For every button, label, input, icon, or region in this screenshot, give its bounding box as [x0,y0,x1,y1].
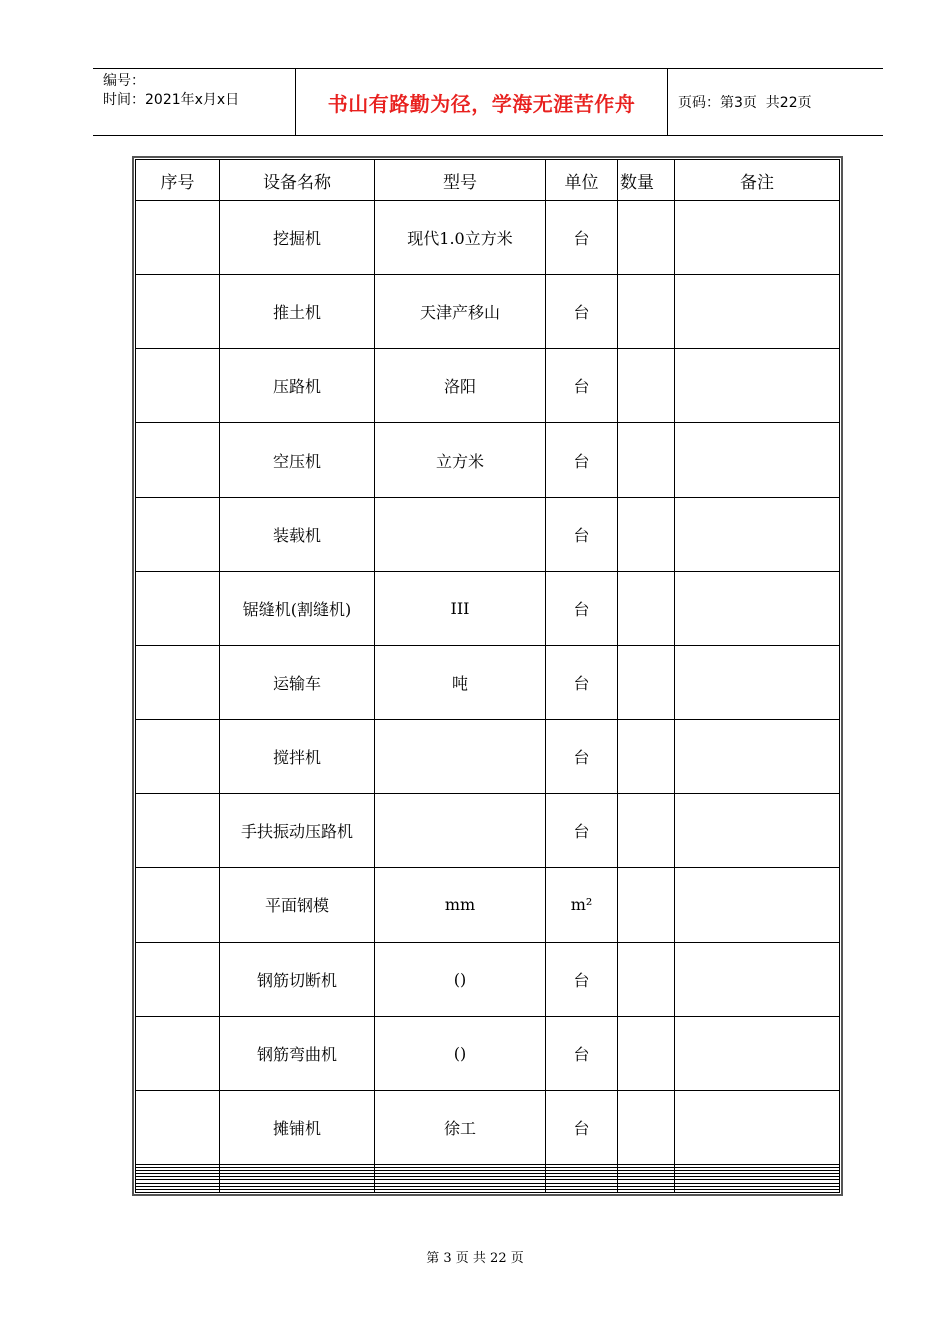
table-row [136,794,840,868]
time-label: 时间：2021年x月x日 [103,92,240,108]
cell-quantity [618,423,675,497]
cell-model: () [375,1016,546,1090]
cell-equipment-name [220,1189,375,1192]
header-meta [93,69,295,135]
header-motto: 书山有路勤为径，学海无涯苦作舟 [295,69,668,135]
table-row [136,201,840,275]
cell-index [136,275,220,349]
cell-equipment-name: 手扶振动压路机 [220,794,375,868]
cell-quantity [618,1189,675,1192]
cell-quantity [618,571,675,645]
cell-index [136,497,220,571]
cell-remarks [675,1189,840,1192]
cell-unit: 台 [546,497,618,571]
table-row [136,645,840,719]
cell-unit: 台 [546,645,618,719]
cell-remarks [675,794,840,868]
cell-index [136,794,220,868]
table-row [136,497,840,571]
cell-unit: 台 [546,423,618,497]
cell-unit: 台 [546,1090,618,1164]
cell-remarks [675,645,840,719]
table-row [136,423,840,497]
cell-index [136,868,220,942]
cell-equipment-name: 平面钢模 [220,868,375,942]
cell-model: 立方米 [375,423,546,497]
cell-quantity [618,497,675,571]
cell-index [136,349,220,423]
column-header-equipment-name: 设备名称 [220,160,375,201]
cell-remarks [675,201,840,275]
table-body [136,201,840,1193]
table-row [136,1189,840,1192]
cell-index [136,720,220,794]
table-header-row [136,160,840,201]
cell-quantity [618,720,675,794]
cell-remarks [675,275,840,349]
cell-remarks [675,423,840,497]
cell-quantity [618,1016,675,1090]
cell-model: 吨 [375,645,546,719]
cell-equipment-name: 空压机 [220,423,375,497]
cell-unit: 台 [546,942,618,1016]
cell-equipment-name: 锯缝机(割缝机) [220,571,375,645]
page-number-label: 页码：第3页 共22页 [678,95,812,111]
cell-unit: 台 [546,794,618,868]
cell-model: 天津产移山 [375,275,546,349]
table-row [136,1090,840,1164]
cell-quantity [618,1090,675,1164]
cell-quantity [618,645,675,719]
cell-unit: 台 [546,1016,618,1090]
cell-quantity [618,349,675,423]
cell-model: () [375,942,546,1016]
cell-remarks [675,571,840,645]
cell-index [136,942,220,1016]
header-page-number [668,69,883,135]
cell-model [375,794,546,868]
cell-index [136,201,220,275]
cell-model: 现代1.0立方米 [375,201,546,275]
cell-model [375,1189,546,1192]
cell-unit: m² [546,868,618,942]
cell-remarks [675,1016,840,1090]
cell-index [136,645,220,719]
table-row [136,942,840,1016]
cell-unit: 台 [546,571,618,645]
cell-unit [546,1189,618,1192]
cell-model: 徐工 [375,1090,546,1164]
table-row [136,349,840,423]
cell-equipment-name: 压路机 [220,349,375,423]
cell-equipment-name: 挖掘机 [220,201,375,275]
cell-model: 洛阳 [375,349,546,423]
page-footer: 第 3 页 共 22 页 [426,1251,524,1266]
equipment-table [135,159,840,1193]
cell-quantity [618,868,675,942]
cell-remarks [675,868,840,942]
table-row [136,275,840,349]
cell-remarks [675,497,840,571]
cell-equipment-name: 钢筋切断机 [220,942,375,1016]
doc-number-label: 编号： [103,73,145,89]
cell-remarks [675,942,840,1016]
cell-quantity [618,942,675,1016]
equipment-table-frame [132,156,843,1196]
cell-model [375,497,546,571]
column-header-quantity: 数量 [618,160,675,201]
cell-index [136,571,220,645]
page-header [93,68,883,136]
cell-quantity [618,201,675,275]
column-header-index: 序号 [136,160,220,201]
cell-remarks [675,349,840,423]
column-header-remarks: 备注 [675,160,840,201]
cell-remarks [675,720,840,794]
cell-model: mm [375,868,546,942]
table-row [136,868,840,942]
table-row [136,1016,840,1090]
cell-unit: 台 [546,349,618,423]
cell-equipment-name: 推土机 [220,275,375,349]
cell-quantity [618,275,675,349]
cell-model: III [375,571,546,645]
table-row [136,720,840,794]
cell-index [136,1016,220,1090]
cell-unit: 台 [546,201,618,275]
cell-equipment-name: 运输车 [220,645,375,719]
cell-equipment-name: 钢筋弯曲机 [220,1016,375,1090]
cell-equipment-name: 搅拌机 [220,720,375,794]
cell-quantity [618,794,675,868]
cell-index [136,1090,220,1164]
column-header-unit: 单位 [546,160,618,201]
cell-index [136,423,220,497]
cell-unit: 台 [546,275,618,349]
cell-unit: 台 [546,720,618,794]
cell-remarks [675,1090,840,1164]
cell-equipment-name: 摊铺机 [220,1090,375,1164]
column-header-model: 型号 [375,160,546,201]
cell-index [136,1189,220,1192]
cell-equipment-name: 装载机 [220,497,375,571]
table-row [136,571,840,645]
cell-model [375,720,546,794]
